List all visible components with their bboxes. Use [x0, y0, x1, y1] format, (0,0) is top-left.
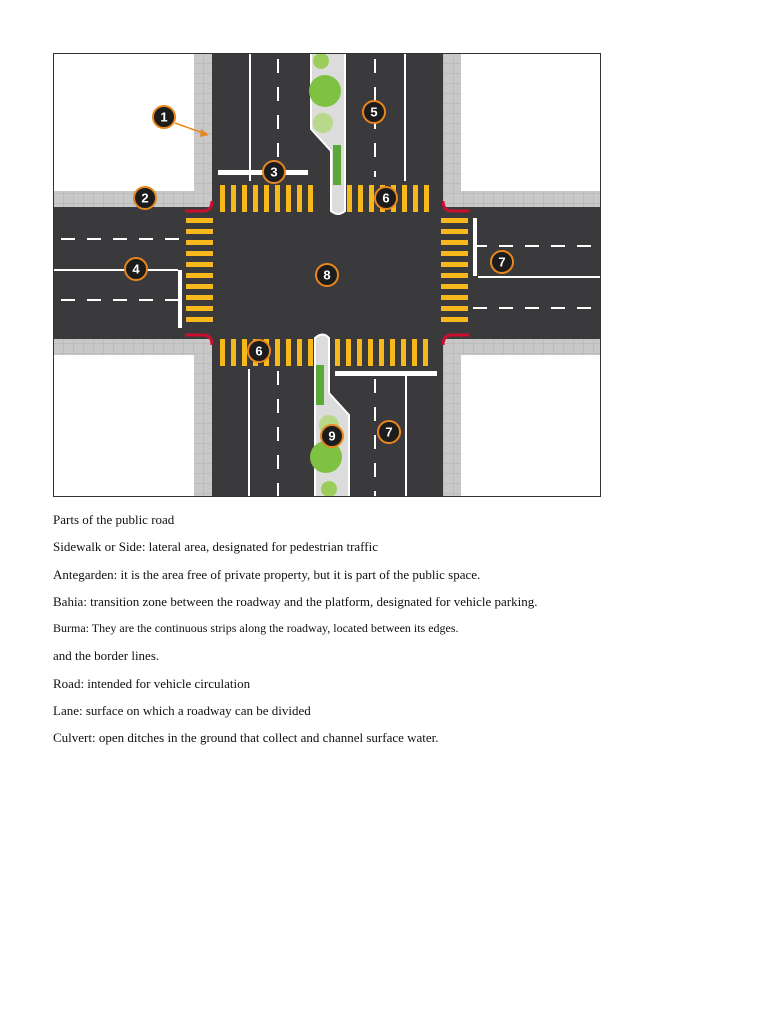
svg-text:6: 6	[255, 343, 263, 359]
caption-sidewalk: Sidewalk or Side: lateral area, designated for pedestrian traffic	[53, 539, 378, 555]
svg-text:6: 6	[382, 190, 390, 206]
intersection-svg	[53, 53, 601, 497]
marker-6-bottom	[248, 340, 270, 362]
caption-burma: Burma: They are the continuous strips along the roadway, located between its edges.	[53, 621, 459, 636]
caption-antegarden: Antegarden: it is the area free of private property, but it is part of the public space.	[53, 566, 481, 582]
marker-8	[316, 264, 338, 286]
marker-7-bottom	[378, 421, 400, 443]
svg-text:4: 4	[132, 261, 140, 277]
lot-bottom-left	[53, 355, 194, 497]
marker-9	[321, 425, 343, 447]
svg-text:8: 8	[323, 267, 331, 283]
marker-1	[153, 106, 175, 128]
marker-2	[134, 187, 156, 209]
caption-burma-continued: and the border lines.	[53, 648, 160, 664]
svg-text:1: 1	[160, 109, 168, 125]
marker-3	[263, 161, 285, 183]
caption-lane: Lane: surface on which a roadway can be divided	[53, 703, 311, 719]
svg-text:7: 7	[498, 254, 506, 270]
svg-text:5: 5	[370, 104, 378, 120]
caption-road: Road: intended for vehicle circulation	[53, 675, 251, 691]
svg-text:2: 2	[141, 190, 149, 206]
caption-heading: Parts of the public road	[53, 512, 175, 527]
marker-6-top	[375, 187, 397, 209]
svg-text:7: 7	[385, 424, 393, 440]
marker-7-right	[491, 251, 513, 273]
caption-culvert: Culvert: open ditches in the ground that collect and channel surface water.	[53, 730, 439, 746]
caption-text	[53, 506, 713, 752]
lot-bottom-right	[461, 355, 601, 497]
svg-text:3: 3	[270, 164, 278, 180]
marker-5	[363, 101, 385, 123]
caption-bahia: Bahia: transition zone between the roadway and the platform, designated for vehicle parking.	[53, 593, 538, 609]
intersection-diagram	[53, 53, 601, 497]
svg-text:9: 9	[328, 428, 336, 444]
marker-4	[125, 258, 147, 280]
lot-top-right	[461, 53, 601, 191]
